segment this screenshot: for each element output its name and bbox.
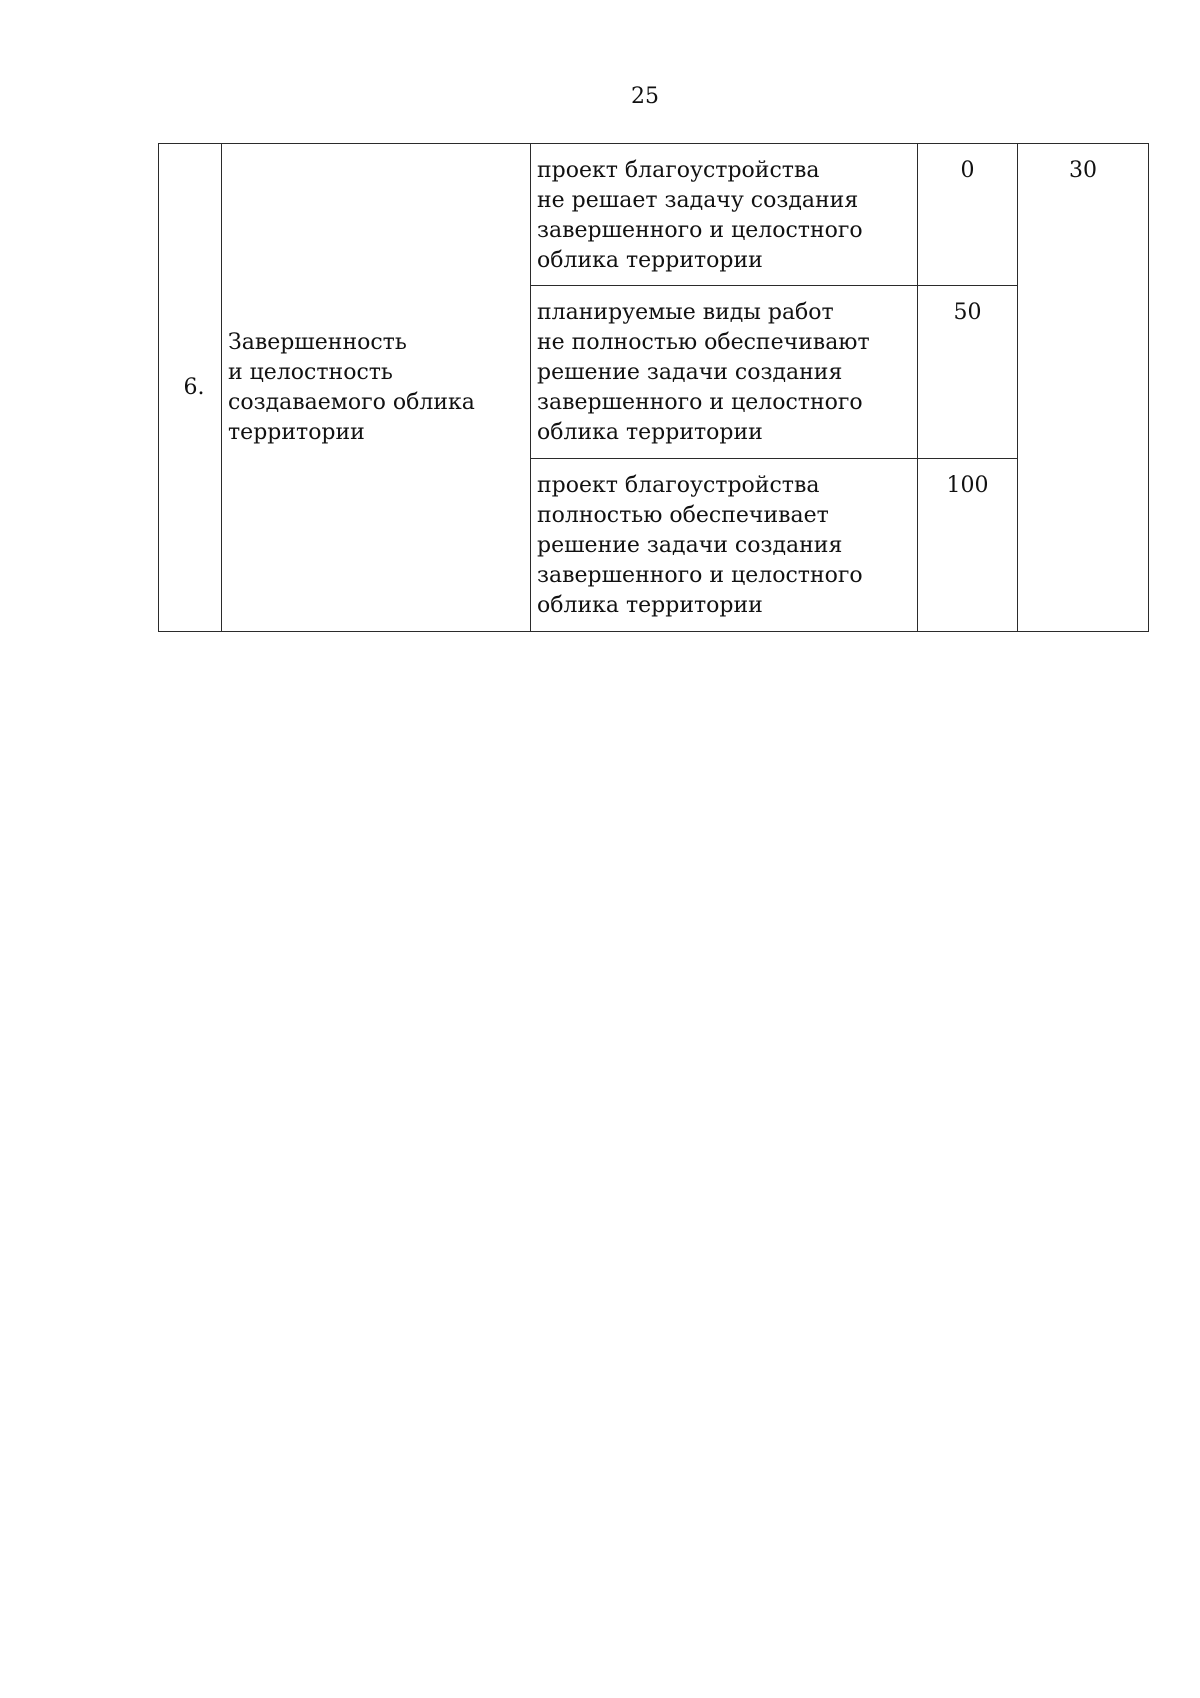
option-score-cell [918, 459, 1018, 632]
page-number: 25 [631, 84, 659, 109]
option-description-cell [531, 459, 918, 632]
criterion-name-line: и целостность [228, 359, 393, 385]
option-description-line: завершенного и целостного [537, 218, 863, 243]
option-score-cell [918, 286, 1018, 459]
option-description-line: завершенного и целостного [537, 390, 863, 415]
option-description-line: облика территории [537, 593, 763, 618]
option-score: 50 [953, 300, 982, 325]
criterion-name-line: территории [228, 419, 365, 445]
table-row [159, 144, 1149, 286]
option-score: 0 [960, 158, 975, 183]
option-description-line: решение задачи создания [537, 360, 843, 385]
criterion-name-cell [222, 144, 531, 632]
option-description-line: не решает задачу создания [537, 188, 859, 213]
option-description-line: проект благоустройства [537, 473, 820, 498]
option-description-line: не полностью обеспечивают [537, 330, 870, 355]
criterion-weight-cell [1018, 144, 1149, 632]
option-description-line: завершенного и целостного [537, 563, 863, 588]
criteria-table [158, 143, 1149, 632]
option-description-cell [531, 144, 918, 286]
option-description-cell [531, 286, 918, 459]
option-score: 100 [946, 473, 989, 498]
criterion-name-line: Завершенность [228, 329, 407, 355]
option-description-line: полностью обеспечивает [537, 503, 829, 528]
option-description-line: облика территории [537, 248, 763, 273]
row-number: 6. [183, 374, 205, 400]
criterion-name-line: создаваемого облика [228, 389, 475, 415]
option-description-line: проект благоустройства [537, 158, 820, 183]
criterion-weight: 30 [1069, 158, 1097, 183]
option-description-line: облика территории [537, 420, 763, 445]
option-description-line: планируемые виды работ [537, 300, 834, 325]
row-number-cell [159, 144, 222, 632]
option-score-cell [918, 144, 1018, 286]
option-description-line: решение задачи создания [537, 533, 843, 558]
